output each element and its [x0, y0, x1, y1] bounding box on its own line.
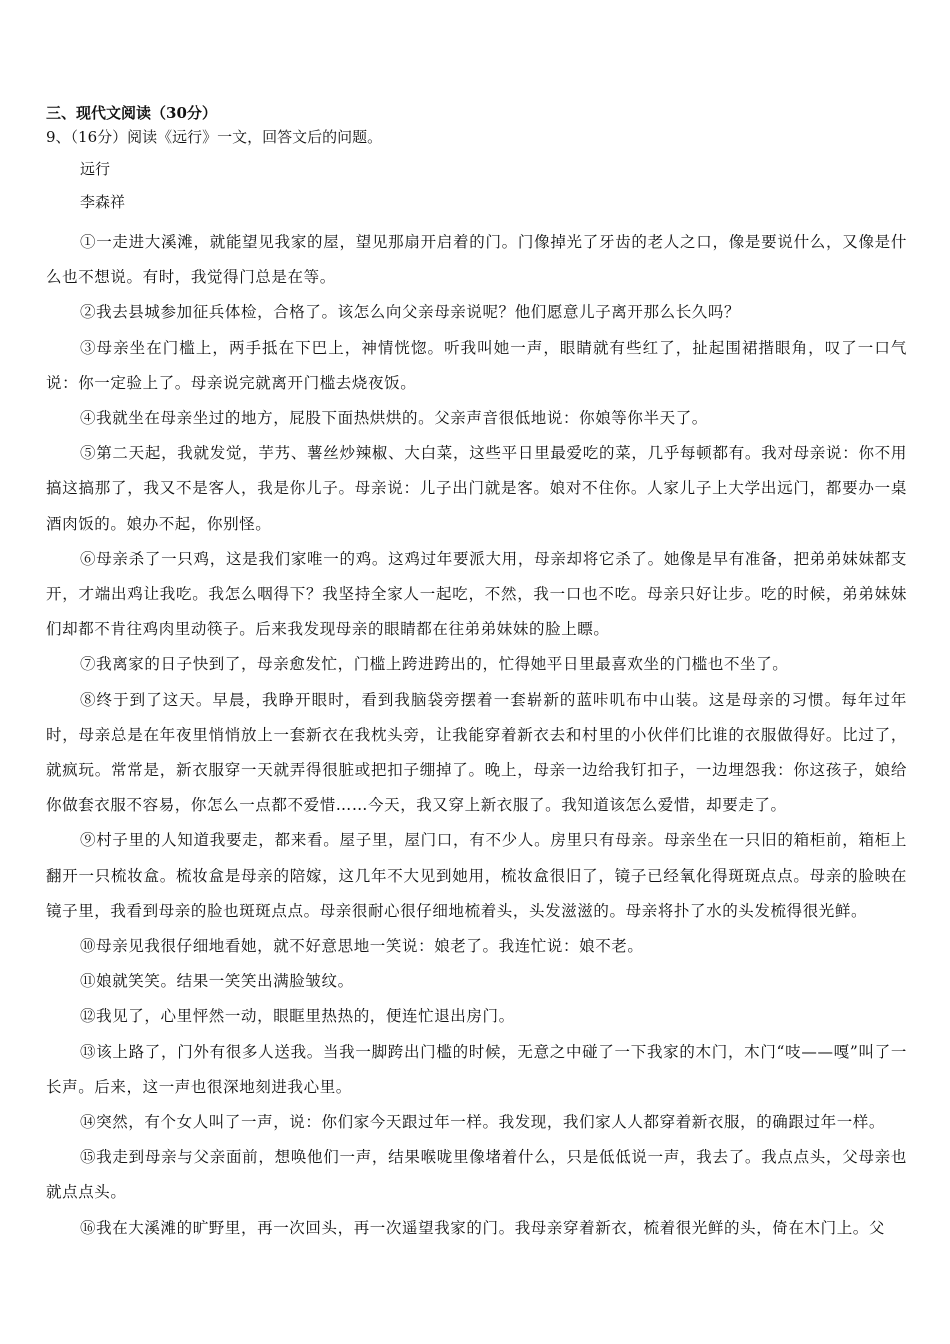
paragraph-2: ②我去县城参加征兵体检，合格了。该怎么向父亲母亲说呢？他们愿意儿子离开那么长久吗？ [80, 303, 741, 322]
paragraph-11: ⑪娘就笑笑。结果一笑笑出满脸皱纹。 [80, 972, 354, 991]
paragraph-13: ⑬该上路了，门外有很多人送我。当我一脚跨出门槛的时候，无意之中碰了一下我家的木门，木门“吱——嘎”叫了一长声。后来，这一声也很深地刻进我心里。 [46, 1042, 907, 1096]
article-author: 李森祥 [80, 193, 126, 211]
paragraph-6: ⑥母亲杀了一只鸡，这是我们家唯一的鸡。这鸡过年要派大用，母亲却将它杀了。她像是早有准备，把弟弟妹妹都支开，才端出鸡让我吃。我怎么咽得下？我坚持全家人一起吃，不然，我一口也不吃。母亲只好让步。吃的时候，弟弟妹妹们却都不肯往鸡肉里动筷子。后来我发现母亲的眼睛都在往弟弟妹妹的脸上瞟。 [46, 549, 907, 639]
paragraph-1: ①一走进大溪滩，就能望见我家的屋，望见那扇开启着的门。门像掉光了牙齿的老人之口，像是要说什么，又像是什么也不想说。有时，我觉得门总是在等。 [46, 233, 907, 287]
paragraph-15: ⑮我走到母亲与父亲面前，想唤他们一声，结果喉咙里像堵着什么，只是低低说一声，我去了。我点点头，父母亲也就点点头。 [46, 1148, 907, 1202]
paragraph-3: ③母亲坐在门槛上，两手抵在下巴上，神情恍惚。听我叫她一声，眼睛就有些红了，扯起围裙揩眼角，叹了一口气说：你一定验上了。母亲说完就离开门槛去烧夜饭。 [46, 338, 907, 392]
paragraph-10: ⑩母亲见我很仔细地看她，就不好意思地一笑说：娘老了。我连忙说：娘不老。 [80, 937, 644, 956]
paragraph-8: ⑧终于到了这天。早晨，我睁开眼时，看到我脑袋旁摆着一套崭新的蓝咔叽布中山装。这是母亲的习惯。每年过年时，母亲总是在年夜里悄悄放上一套新衣在我枕头旁，让我能穿着新衣去和村里的小伙伴们比谁的衣服做得好。比过了，就疯玩。常常是，新衣服穿一天就弄得很脏或把扣子绷掉了。晚上，母亲一边给我钉扣子，一边埋怨我：你这孩子，娘给你做套衣服不容易，你怎么一点都不爱惜……今天，我又穿上新衣服了。我知道该怎么爱惜，却要走了。 [46, 690, 907, 815]
section-heading: 三、现代文阅读（30分） [46, 104, 217, 122]
paragraph-16: ⑯我在大溪滩的旷野里，再一次回头，再一次遥望我家的门。我母亲穿着新衣，梳着很光鲜的头，倚在木门上。父 [80, 1218, 886, 1237]
paragraph-9: ⑨村子里的人知道我要走，都来看。屋子里，屋门口，有不少人。房里只有母亲。母亲坐在一只旧的箱柜前，箱柜上翻开一只梳妆盒。梳妆盒是母亲的陪嫁，这几年不大见到她用，梳妆盒很旧了，镜子已经氧化得斑斑点点。母亲的脸映在镜子里，我看到母亲的脸也斑斑点点。母亲很耐心很仔细地梳着头，头发滋滋的。母亲将扑了水的头发梳得很光鲜。 [46, 831, 907, 920]
article-body [46, 225, 907, 1246]
paragraph-7: ⑦我离家的日子快到了，母亲愈发忙，门槛上跨进跨出的，忙得她平日里最喜欢坐的门槛也不坐了。 [80, 655, 789, 674]
paragraph-12: ⑫我见了，心里怦然一动，眼眶里热热的，便连忙退出房门。 [80, 1007, 515, 1026]
paragraph-4: ④我就坐在母亲坐过的地方，屁股下面热烘烘的。父亲声音很低地说：你娘等你半天了。 [80, 409, 708, 428]
paragraph-14: ⑭突然，有个女人叫了一声，说：你们家今天跟过年一样。我发现，我们家人人都穿着新衣服，的确跟过年一样。 [80, 1113, 886, 1132]
question-prompt: 9、（16分）阅读《远行》一文，回答文后的问题。 [46, 128, 383, 146]
article-title: 远行 [80, 160, 111, 178]
paragraph-5: ⑤第二天起，我就发觉，芋艿、薯丝炒辣椒、大白菜，这些平日里最爱吃的菜，几乎每顿都有。我对母亲说：你不用搞这搞那了，我又不是客人，我是你儿子。母亲说：儿子出门就是客。娘对不住你。人家儿子上大学出远门，都要办一桌酒肉饭的。娘办不起，你别怪。 [46, 444, 907, 533]
